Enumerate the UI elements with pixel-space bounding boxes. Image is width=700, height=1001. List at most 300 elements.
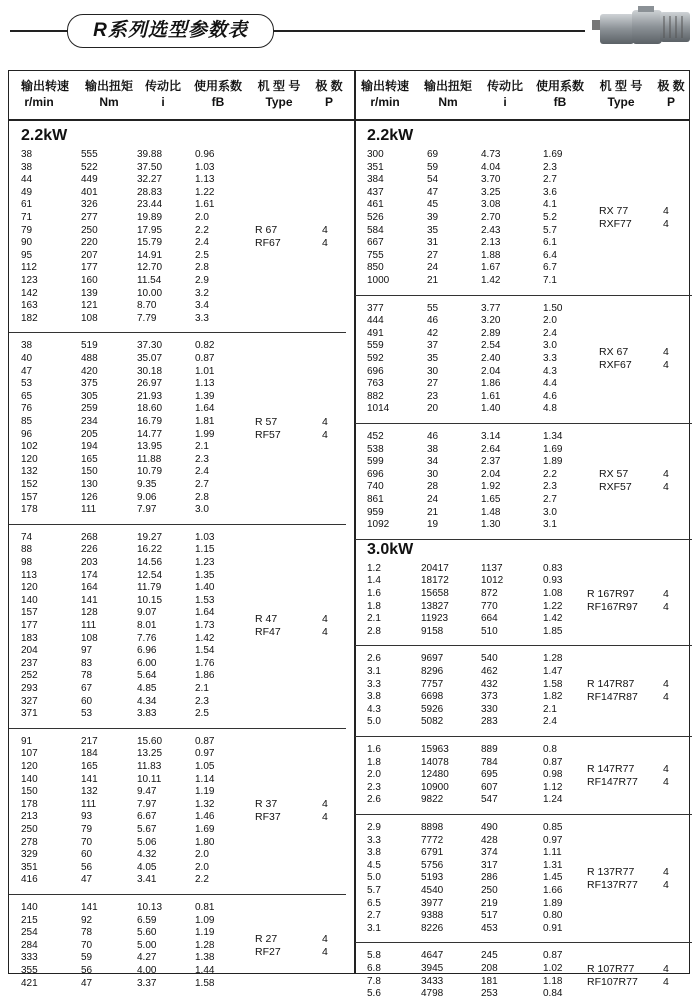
factor-cell: 6.1 xyxy=(543,237,557,249)
poles-label: 4 xyxy=(322,237,328,250)
factor-cell: 4.8 xyxy=(543,403,557,415)
factor-cell: 1.81 xyxy=(195,415,215,427)
factor-cell: 1.80 xyxy=(195,836,215,848)
ratio-cell: 1.86 xyxy=(481,378,501,390)
torque-cell: 55 xyxy=(427,302,439,314)
torque-cell: 30 xyxy=(427,365,439,377)
model-group xyxy=(355,950,692,1000)
table-row xyxy=(9,696,346,709)
speed-cell: 132 xyxy=(21,466,38,478)
factor-cell: 2.8 xyxy=(195,491,209,503)
speed-cell: 696 xyxy=(367,468,384,480)
group-separator xyxy=(355,736,692,737)
table-row xyxy=(355,225,692,238)
model-type-label: RF137R77 xyxy=(587,878,638,891)
torque-cell: 3977 xyxy=(421,897,444,909)
torque-cell: 7757 xyxy=(421,678,444,690)
model-group xyxy=(355,149,692,288)
page-title-badge xyxy=(67,14,274,48)
speed-cell: 1.2 xyxy=(367,562,381,574)
model-type-label: RF57 xyxy=(255,428,281,441)
table-row xyxy=(355,262,692,275)
factor-cell: 2.7 xyxy=(543,174,557,186)
factor-cell: 2.3 xyxy=(195,453,209,465)
table-row xyxy=(355,507,692,520)
table-row xyxy=(355,391,692,404)
factor-cell: 1.50 xyxy=(543,302,563,314)
ratio-cell: 428 xyxy=(481,834,498,846)
ratio-cell: 9.07 xyxy=(137,607,157,619)
torque-cell: 60 xyxy=(81,695,93,707)
torque-cell: 37 xyxy=(427,340,439,352)
speed-cell: 47 xyxy=(21,365,33,377)
factor-cell: 1.42 xyxy=(195,632,215,644)
factor-cell: 2.2 xyxy=(195,874,209,886)
torque-cell: 8226 xyxy=(421,922,444,934)
ratio-cell: 37.30 xyxy=(137,340,163,352)
col-factor-unit: fB xyxy=(211,95,225,109)
col-ratio-header: 传动比 xyxy=(144,79,181,93)
factor-cell: 1.64 xyxy=(195,607,215,619)
speed-cell: 120 xyxy=(21,582,38,594)
factor-cell: 1.53 xyxy=(195,594,215,606)
group-separator xyxy=(9,332,346,333)
factor-cell: 0.91 xyxy=(543,922,563,934)
model-type-label: R 107R77 xyxy=(587,962,635,975)
factor-cell: 1.02 xyxy=(543,962,563,974)
factor-cell: 1.40 xyxy=(195,582,215,594)
col-torque-header: 输出扭矩 xyxy=(84,79,133,93)
ratio-cell: 11.54 xyxy=(137,274,162,286)
ratio-cell: 3.14 xyxy=(481,431,501,442)
torque-cell: 42 xyxy=(427,327,439,339)
col-poles-unit: P xyxy=(324,95,333,109)
factor-cell: 0.97 xyxy=(195,748,215,760)
ratio-cell: 219 xyxy=(481,897,498,909)
torque-cell: 207 xyxy=(81,249,98,261)
torque-cell: 268 xyxy=(81,531,98,543)
model-group xyxy=(355,822,692,935)
factor-cell: 1.15 xyxy=(195,544,215,556)
factor-cell: 0.87 xyxy=(195,352,215,364)
ratio-cell: 3.25 xyxy=(481,186,501,198)
speed-cell: 3.1 xyxy=(367,665,381,677)
ratio-cell: 1.65 xyxy=(481,493,501,505)
table-row xyxy=(9,645,346,658)
torque-cell: 9697 xyxy=(421,653,444,665)
speed-cell: 1.4 xyxy=(367,575,381,587)
torque-cell: 24 xyxy=(427,262,439,274)
factor-cell: 4.3 xyxy=(543,365,557,377)
table-row xyxy=(355,481,692,494)
speed-cell: 3.3 xyxy=(367,834,381,846)
factor-cell: 1.11 xyxy=(543,847,562,859)
ratio-cell: 9.06 xyxy=(137,491,157,503)
ratio-cell: 15.79 xyxy=(137,237,163,249)
model-group xyxy=(9,532,346,721)
poles-label: 4 xyxy=(663,678,669,691)
ratio-cell: 18.60 xyxy=(137,403,163,415)
speed-cell: 3.1 xyxy=(367,922,381,934)
speed-cell: 5.0 xyxy=(367,716,381,728)
table-row xyxy=(9,225,346,238)
poles-label: 4 xyxy=(663,218,669,231)
torque-cell: 59 xyxy=(81,952,93,964)
table-row xyxy=(355,872,692,885)
table-row xyxy=(9,708,346,721)
ratio-cell: 1.42 xyxy=(481,274,501,286)
torque-cell: 8296 xyxy=(421,665,444,677)
speed-cell: 1000 xyxy=(367,274,390,286)
speed-cell: 592 xyxy=(367,352,384,364)
speed-cell: 2.8 xyxy=(367,625,381,637)
ratio-cell: 253 xyxy=(481,988,498,1000)
ratio-cell: 490 xyxy=(481,822,498,833)
speed-cell: 371 xyxy=(21,708,38,720)
poles-label: 4 xyxy=(322,626,328,639)
torque-cell: 67 xyxy=(81,682,93,694)
table-row xyxy=(355,679,692,692)
torque-cell: 93 xyxy=(81,811,93,823)
factor-cell: 1.58 xyxy=(543,678,563,690)
ratio-cell: 10.13 xyxy=(137,902,163,913)
speed-cell: 278 xyxy=(21,836,38,848)
speed-cell: 2.3 xyxy=(367,781,381,793)
ratio-cell: 540 xyxy=(481,653,498,665)
factor-cell: 2.9 xyxy=(195,274,209,286)
speed-cell: 740 xyxy=(367,481,384,493)
table-row xyxy=(355,340,692,353)
torque-cell: 4540 xyxy=(421,884,444,896)
poles-label: 4 xyxy=(663,346,669,359)
ratio-cell: 9.47 xyxy=(137,786,157,798)
poles-label: 4 xyxy=(322,224,328,237)
ratio-cell: 6.96 xyxy=(137,645,157,657)
torque-cell: 31 xyxy=(427,237,439,249)
factor-cell: 0.98 xyxy=(543,769,563,781)
speed-cell: 113 xyxy=(21,569,37,581)
ratio-cell: 15.60 xyxy=(137,735,163,747)
speed-cell: 150 xyxy=(21,786,38,798)
ratio-cell: 5.67 xyxy=(137,823,157,835)
model-group xyxy=(9,736,346,887)
table-row xyxy=(9,492,346,505)
factor-cell: 1.22 xyxy=(543,600,563,612)
factor-cell: 1.28 xyxy=(543,653,563,665)
col-torque-unit: Nm xyxy=(99,95,119,109)
table-row xyxy=(355,691,692,704)
speed-cell: 85 xyxy=(21,415,33,427)
torque-cell: 35 xyxy=(427,352,439,364)
model-type-label: R 137R77 xyxy=(587,865,635,878)
factor-cell: 6.7 xyxy=(543,262,557,274)
factor-cell: 1.09 xyxy=(195,914,215,926)
table-row xyxy=(355,444,692,457)
ratio-cell: 1.40 xyxy=(481,403,501,415)
table-row xyxy=(9,761,346,774)
speed-cell: 384 xyxy=(367,174,384,186)
speed-cell: 2.9 xyxy=(367,822,381,833)
table-row xyxy=(9,633,346,646)
speed-cell: 6.8 xyxy=(367,962,381,974)
model-type-label: RX 57 xyxy=(599,468,629,481)
table-row xyxy=(9,429,346,442)
table-row xyxy=(9,454,346,467)
ratio-cell: 14.91 xyxy=(137,249,163,261)
factor-cell: 1.73 xyxy=(195,619,215,631)
poles-label: 4 xyxy=(663,975,669,988)
speed-cell: 333 xyxy=(21,952,38,964)
speed-cell: 755 xyxy=(367,249,384,261)
ratio-cell: 2.89 xyxy=(481,327,501,339)
factor-cell: 1.58 xyxy=(195,977,215,989)
speed-cell: 1.8 xyxy=(367,600,381,612)
ratio-cell: 17.95 xyxy=(137,224,163,236)
torque-cell: 14078 xyxy=(421,756,449,768)
torque-cell: 12480 xyxy=(421,769,449,781)
torque-cell: 5082 xyxy=(421,716,444,728)
torque-cell: 9158 xyxy=(421,625,444,637)
poles-label: 4 xyxy=(663,878,669,891)
speed-cell: 177 xyxy=(21,619,38,631)
factor-cell: 1.22 xyxy=(195,186,215,198)
torque-cell: 47 xyxy=(81,874,93,886)
factor-cell: 1.76 xyxy=(195,657,215,669)
speed-cell: 2.6 xyxy=(367,794,381,806)
factor-cell: 1.31 xyxy=(543,859,563,871)
speed-cell: 215 xyxy=(21,914,38,926)
col-poles-header: 极 数 xyxy=(315,79,343,93)
factor-cell: 1.28 xyxy=(195,939,215,951)
poles-label: 4 xyxy=(663,359,669,372)
torque-cell: 20417 xyxy=(421,562,449,574)
torque-cell: 401 xyxy=(81,186,98,198)
ratio-cell: 664 xyxy=(481,613,498,625)
gear-motor-illustration xyxy=(588,6,694,48)
torque-cell: 277 xyxy=(81,211,98,223)
speed-cell: 254 xyxy=(21,927,38,939)
speed-cell: 140 xyxy=(21,594,38,606)
torque-cell: 4647 xyxy=(421,950,444,962)
torque-cell: 5756 xyxy=(421,859,444,871)
factor-cell: 1.69 xyxy=(543,149,563,160)
table-row xyxy=(355,626,692,639)
ratio-cell: 7.97 xyxy=(137,504,157,516)
torque-cell: 177 xyxy=(81,262,98,274)
factor-cell: 2.0 xyxy=(195,211,209,223)
col-ratio-unit-r: i xyxy=(503,95,507,109)
torque-cell: 54 xyxy=(427,174,439,186)
speed-cell: 152 xyxy=(21,478,38,490)
ratio-cell: 3.41 xyxy=(137,874,157,886)
speed-cell: 120 xyxy=(21,760,38,772)
table-row xyxy=(9,557,346,570)
table-row xyxy=(355,575,692,588)
ratio-cell: 4.05 xyxy=(137,861,157,873)
ratio-cell: 3.08 xyxy=(481,199,501,211)
table-row xyxy=(9,965,346,978)
table-row xyxy=(9,378,346,391)
factor-cell: 3.3 xyxy=(543,352,557,364)
torque-cell: 174 xyxy=(81,569,98,581)
speed-cell: 49 xyxy=(21,186,33,198)
ratio-cell: 35.07 xyxy=(137,352,163,364)
factor-cell: 1.34 xyxy=(543,431,563,442)
group-separator xyxy=(9,894,346,895)
speed-cell: 1.6 xyxy=(367,744,381,755)
model-type-label: R 47 xyxy=(255,613,278,626)
model-type-label: R 67 xyxy=(255,224,278,237)
factor-cell: 2.2 xyxy=(543,468,557,480)
table-row xyxy=(9,237,346,250)
table-row xyxy=(9,940,346,953)
ratio-cell: 2.54 xyxy=(481,340,501,352)
speed-cell: 4.3 xyxy=(367,703,381,715)
ratio-cell: 3.20 xyxy=(481,315,501,327)
torque-cell: 20 xyxy=(427,403,439,415)
table-row xyxy=(9,570,346,583)
table-row xyxy=(355,456,692,469)
torque-cell: 259 xyxy=(81,403,98,415)
model-type-label: RF67 xyxy=(255,237,281,250)
table-row xyxy=(355,199,692,212)
ratio-cell: 453 xyxy=(481,922,498,934)
ratio-cell: 4.00 xyxy=(137,964,157,976)
table-row xyxy=(9,774,346,787)
table-row xyxy=(9,250,346,263)
model-type-label: RF27 xyxy=(255,946,281,959)
model-type-label: RX 67 xyxy=(599,346,629,359)
table-row xyxy=(355,822,692,835)
model-type-label: RXF77 xyxy=(599,218,632,231)
table-row xyxy=(9,952,346,965)
factor-cell: 1.86 xyxy=(195,670,215,682)
speed-cell: 178 xyxy=(21,504,38,516)
torque-cell: 30 xyxy=(427,468,439,480)
table-row xyxy=(355,212,692,225)
table-row xyxy=(355,275,692,288)
ratio-cell: 13.25 xyxy=(137,748,163,760)
speed-cell: 102 xyxy=(21,441,38,453)
torque-cell: 11923 xyxy=(421,613,449,625)
speed-cell: 491 xyxy=(367,327,384,339)
poles-label: 4 xyxy=(322,415,328,428)
factor-cell: 4.1 xyxy=(543,199,557,211)
table-row xyxy=(355,403,692,416)
speed-cell: 96 xyxy=(21,428,33,440)
speed-cell: 437 xyxy=(367,186,384,198)
ratio-cell: 330 xyxy=(481,703,498,715)
table-row xyxy=(9,149,346,162)
ratio-cell: 2.64 xyxy=(481,443,501,455)
model-type-label: R 167R97 xyxy=(587,587,635,600)
model-type-label: R 147R87 xyxy=(587,678,635,691)
factor-cell: 1.01 xyxy=(195,365,215,377)
torque-cell: 205 xyxy=(81,428,98,440)
factor-cell: 1.03 xyxy=(195,161,215,173)
table-row xyxy=(9,441,346,454)
torque-cell: 15658 xyxy=(421,587,449,599)
ratio-cell: 607 xyxy=(481,781,498,793)
factor-cell: 2.3 xyxy=(195,695,209,707)
ratio-cell: 208 xyxy=(481,962,498,974)
table-row xyxy=(355,923,692,936)
torque-cell: 164 xyxy=(81,582,98,594)
ratio-cell: 39.88 xyxy=(137,149,163,160)
table-row xyxy=(355,653,692,666)
table-row xyxy=(9,874,346,887)
table-row xyxy=(9,300,346,313)
table-row xyxy=(355,328,692,341)
table-row xyxy=(355,563,692,576)
factor-cell: 3.4 xyxy=(195,300,209,312)
model-group xyxy=(9,149,346,325)
ratio-cell: 11.79 xyxy=(137,582,162,594)
table-row xyxy=(355,860,692,873)
factor-cell: 1.39 xyxy=(195,390,215,402)
ratio-cell: 10.79 xyxy=(137,466,163,478)
torque-cell: 326 xyxy=(81,199,98,211)
ratio-cell: 770 xyxy=(481,600,498,612)
ratio-cell: 13.95 xyxy=(137,441,163,453)
poles-label: 4 xyxy=(663,600,669,613)
factor-cell: 2.5 xyxy=(195,708,209,720)
group-separator xyxy=(355,423,692,424)
ratio-cell: 10.00 xyxy=(137,287,163,299)
factor-cell: 3.2 xyxy=(195,287,209,299)
factor-cell: 1.08 xyxy=(543,587,563,599)
ratio-cell: 7.79 xyxy=(137,312,157,324)
factor-cell: 2.4 xyxy=(543,716,557,728)
table-row xyxy=(355,431,692,444)
ratio-cell: 2.40 xyxy=(481,352,501,364)
speed-cell: 142 xyxy=(21,287,38,299)
table-row xyxy=(9,353,346,366)
factor-cell: 2.5 xyxy=(195,249,209,261)
speed-cell: 452 xyxy=(367,431,384,442)
ratio-cell: 181 xyxy=(481,975,498,987)
factor-cell: 2.3 xyxy=(543,161,557,173)
factor-cell: 2.3 xyxy=(543,481,557,493)
model-group xyxy=(9,340,346,516)
torque-cell: 78 xyxy=(81,670,93,682)
torque-cell: 27 xyxy=(427,378,439,390)
torque-cell: 47 xyxy=(81,977,93,989)
table-row xyxy=(355,303,692,316)
factor-cell: 4.6 xyxy=(543,390,557,402)
torque-cell: 5926 xyxy=(421,703,444,715)
table-row xyxy=(9,466,346,479)
table-row xyxy=(9,837,346,850)
torque-cell: 449 xyxy=(81,174,98,186)
speed-cell: 526 xyxy=(367,211,384,223)
speed-cell: 61 xyxy=(21,199,33,211)
ratio-cell: 5.00 xyxy=(137,939,157,951)
ratio-cell: 16.79 xyxy=(137,415,163,427)
torque-cell: 194 xyxy=(81,441,98,453)
torque-cell: 141 xyxy=(81,594,98,606)
ratio-cell: 14.77 xyxy=(137,428,163,440)
table-row xyxy=(355,963,692,976)
table-row xyxy=(355,988,692,1001)
factor-cell: 1.64 xyxy=(195,403,215,415)
col-model-header-r: 机 型 号 xyxy=(599,79,643,93)
factor-cell: 2.4 xyxy=(195,237,209,249)
group-separator xyxy=(355,814,692,815)
torque-cell: 6791 xyxy=(421,847,444,859)
page-title: R系列选型参数表 xyxy=(93,20,248,41)
poles-label: 4 xyxy=(322,428,328,441)
